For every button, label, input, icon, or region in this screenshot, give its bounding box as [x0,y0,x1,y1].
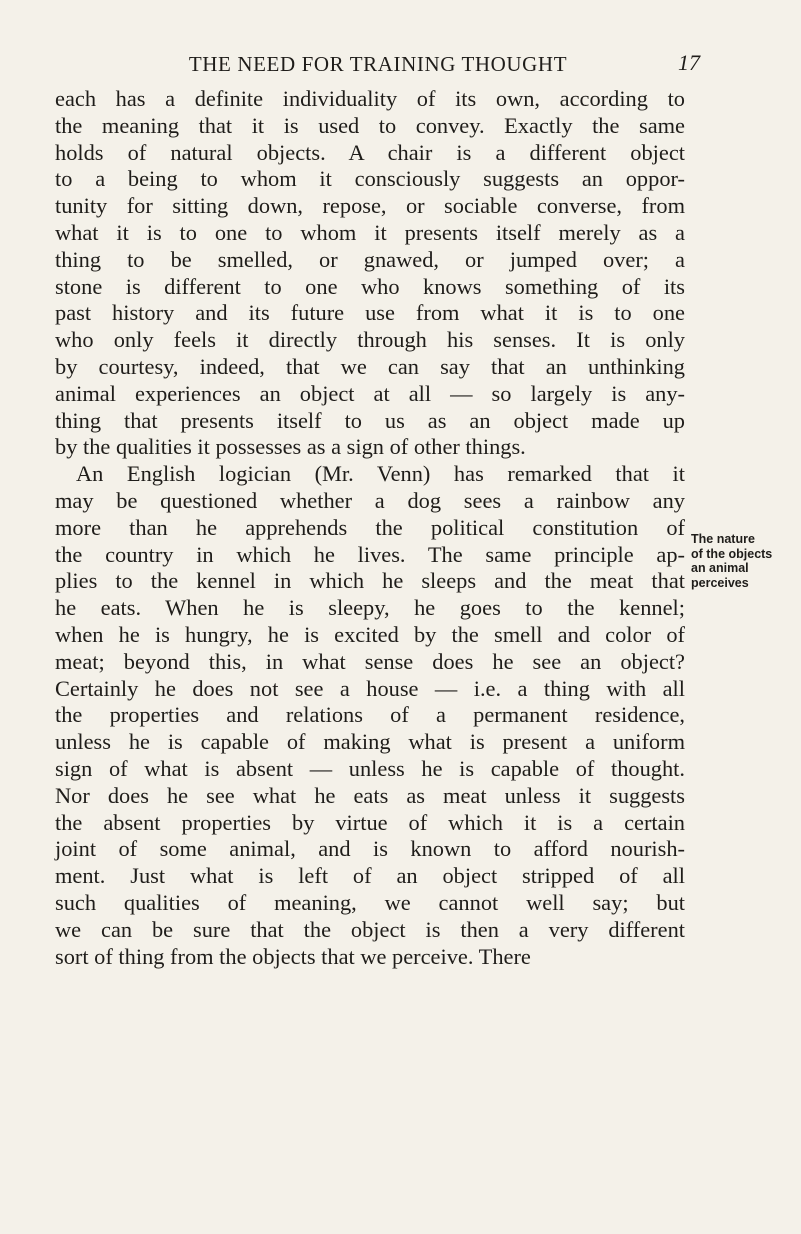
running-head: THE NEED FOR TRAINING THOUGHT [188,52,568,76]
text-line-5: tunity for sitting down, repose, or sociable converse, from [55,193,685,219]
text-line-31: such qualities of meaning, we cannot well say; but [55,889,685,915]
text-line-33: sort of thing from the objects that we perceive. There [55,943,531,969]
text-line-19: plies to the kennel in which he sleeps and the meat that [55,568,685,594]
text-line-9: past history and its future use from what it is to one [55,300,685,326]
text-line-28: the absent properties by virtue of which it is a certain [55,809,685,835]
text-line-10: who only feels it directly through his senses. It is only [55,327,685,353]
body-text [55,86,685,970]
text-line-16: may be questioned whether a dog sees a rainbow any [55,487,685,513]
text-line-6: what it is to one to whom it presents itself merely as a [55,219,685,245]
text-line-29: joint of some animal, and is known to afford nourish- [55,836,685,862]
text-line-4: to a being to whom it consciously suggests an oppor- [55,166,685,192]
text-line-30: ment. Just what is left of an object stripped of all [55,863,685,889]
text-line-27: Nor does he see what he eats as meat unless it suggests [55,782,685,808]
text-line-18: the country in which he lives. The same principle ap- [55,541,685,567]
text-line-15: An English logician (Mr. Venn) has remarked that it [76,461,685,487]
text-line-25: unless he is capable of making what is present a uniform [55,729,685,755]
text-line-13: thing that presents itself to us as an object made up [55,407,685,433]
sidenote-line-3: an animal [691,561,749,575]
text-line-11: by courtesy, indeed, that we can say that an unthinking [55,353,685,379]
text-line-7: thing to be smelled, or gnawed, or jumped over; a [55,246,685,272]
sidenote-line-1: The nature [691,532,755,546]
text-line-32: we can be sure that the object is then a very different [55,916,685,942]
text-line-26: sign of what is absent — unless he is capable of thought. [55,755,685,781]
text-line-3: holds of natural objects. A chair is a different object [55,139,685,165]
text-line-20: he eats. When he is sleepy, he goes to the kennel; [55,595,685,621]
text-line-17: more than he apprehends the political constitution of [55,514,685,540]
sidenote-line-2: of the objects [691,546,773,561]
text-line-24: the properties and relations of a permanent residence, [55,702,685,728]
text-line-23: Certainly he does not see a house — i.e. a thing with all [55,675,685,701]
text-line-12: animal experiences an object at all — so largely is any- [55,380,685,406]
text-line-1: each has a definite individuality of its own, according to [55,86,685,111]
sidenote-line-4: perceives [691,575,749,590]
text-line-22: meat; beyond this, in what sense does he see an object? [55,648,685,674]
sidenote [691,532,791,590]
text-line-2: the meaning that it is used to convey. Exactly the same [55,112,685,138]
page-number: 17 [678,50,700,75]
text-line-8: stone is different to one who knows something of its [55,273,685,299]
text-line-21: when he is hungry, he is excited by the smell and color of [55,621,685,647]
text-line-14: by the qualities it possesses as a sign of other things. [55,434,526,460]
